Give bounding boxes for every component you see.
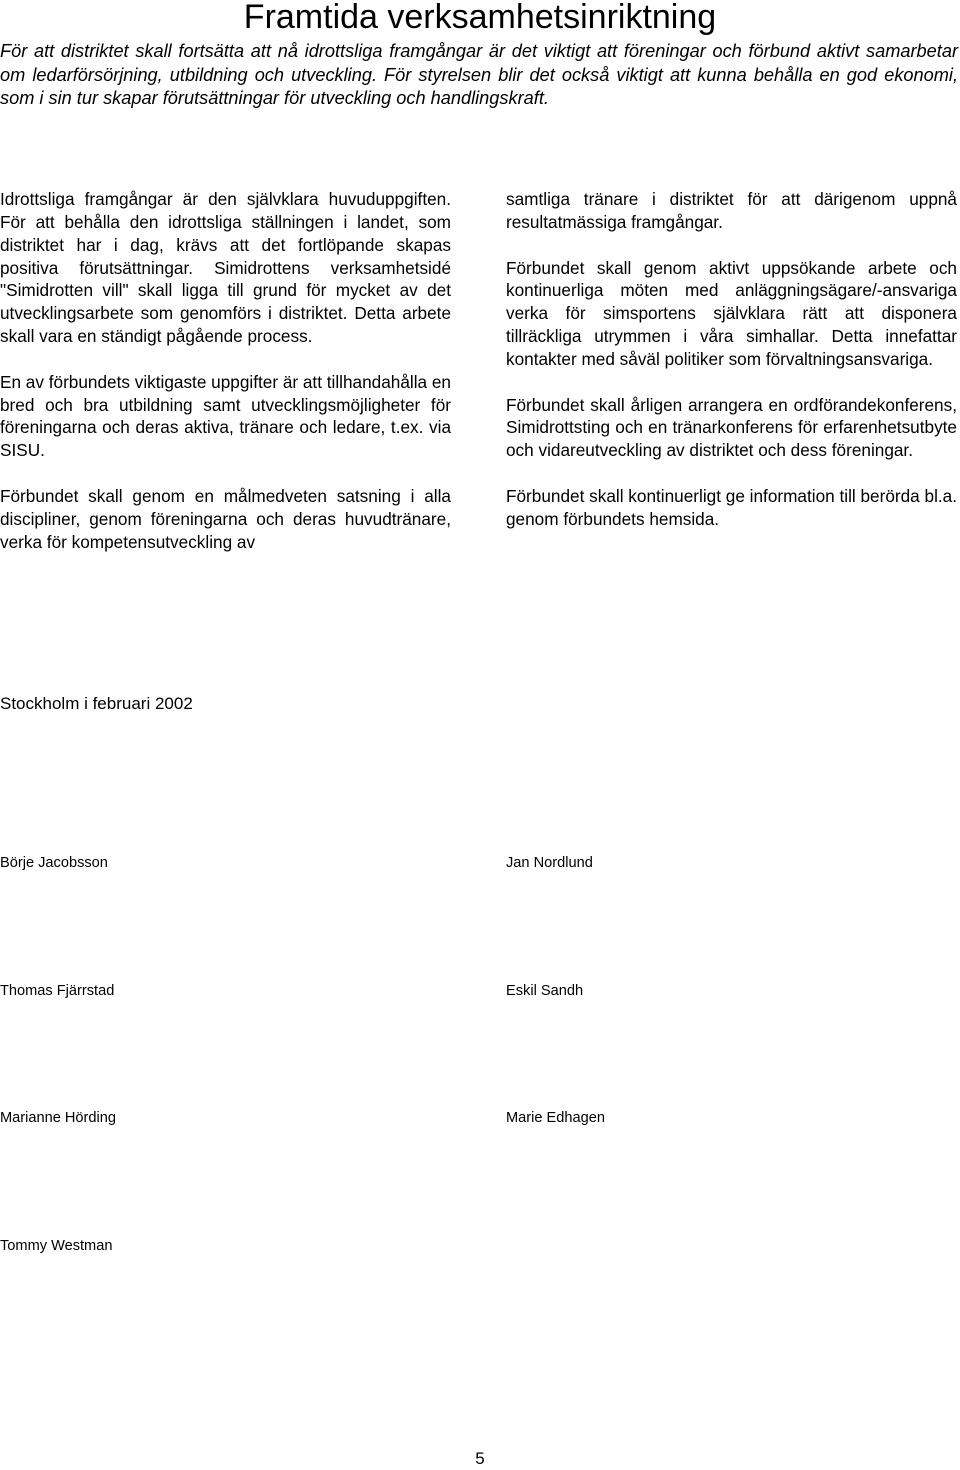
left-column bbox=[0, 188, 451, 554]
body-paragraph: Förbundet skall kontinuerligt ge information till berörda bl.a. genom förbundets hemsida. bbox=[506, 485, 957, 529]
right-column bbox=[506, 188, 957, 531]
page-number: 5 bbox=[475, 1449, 485, 1468]
body-paragraph: Idrottsliga framgångar är den självklara huvuduppgiften. För att behålla den idrottsliga ställningen i landet, som distriktet har i dag, krävs att det fortlöpande skapas positiva förutsättningar. Simidrottens verksamhetsidé "Simidrotten vill" skall ligga till grund för mycket av det utvecklingsarbete som genomförs i distriktet. Detta arbete skall vara en ständigt pågående process. bbox=[0, 189, 451, 347]
body-paragraph: En av förbundets viktigaste uppgifter är att tillhandahålla en bred och bra utbildning samt utvecklingsmöjligheter för föreningarna och deras aktiva, tränare och ledare, t.ex. via SISU. bbox=[0, 371, 451, 461]
signature-name: Marianne Hörding bbox=[0, 1110, 117, 1126]
signature-name: Tommy Westman bbox=[0, 1238, 113, 1254]
body-paragraph: Förbundet skall årligen arrangera en ordförandekonferens, Simidrottsting och en tränarkonferens för erfarenhetsutbyte och vidareutveckling av distriktet och dess föreningar. bbox=[506, 394, 957, 461]
body-paragraph: Förbundet skall genom aktivt uppsökande arbete och kontinuerliga möten med anläggningsägare/-ansvariga verka för simsportens självklara rätt att disponera tillräckliga utrymmen i våra simhallar. Detta innefattar kontakter med såväl politiker som förvaltningsansvariga. bbox=[506, 257, 957, 369]
signature-name: Thomas Fjärrstad bbox=[0, 983, 115, 999]
page-title: Framtida verksamhetsinriktning bbox=[243, 0, 717, 36]
signature-name: Börje Jacobsson bbox=[0, 855, 108, 871]
signature-name: Eskil Sandh bbox=[506, 983, 584, 999]
intro-paragraph: För att distriktet skall fortsätta att nå idrottsliga framgångar är det viktigt att föreningar och förbund aktivt samarbetar om ledarförsörjning, utbildning och utveckling. För styrelsen blir det också viktigt att kunna behålla en god ekonomi, som i sin tur skapar förutsättningar för utveckling och handlingskraft. bbox=[0, 41, 958, 108]
signature-name: Jan Nordlund bbox=[506, 855, 593, 871]
signature-name: Marie Edhagen bbox=[506, 1110, 605, 1126]
place-date: Stockholm i februari 2002 bbox=[0, 694, 193, 713]
body-paragraph: Förbundet skall genom en målmedveten satsning i alla discipliner, genom föreningarna och deras huvudtränare, verka för kompetensutveckling av bbox=[0, 485, 451, 552]
body-paragraph: samtliga tränare i distriktet för att därigenom uppnå resultatmässiga framgångar. bbox=[506, 189, 957, 232]
